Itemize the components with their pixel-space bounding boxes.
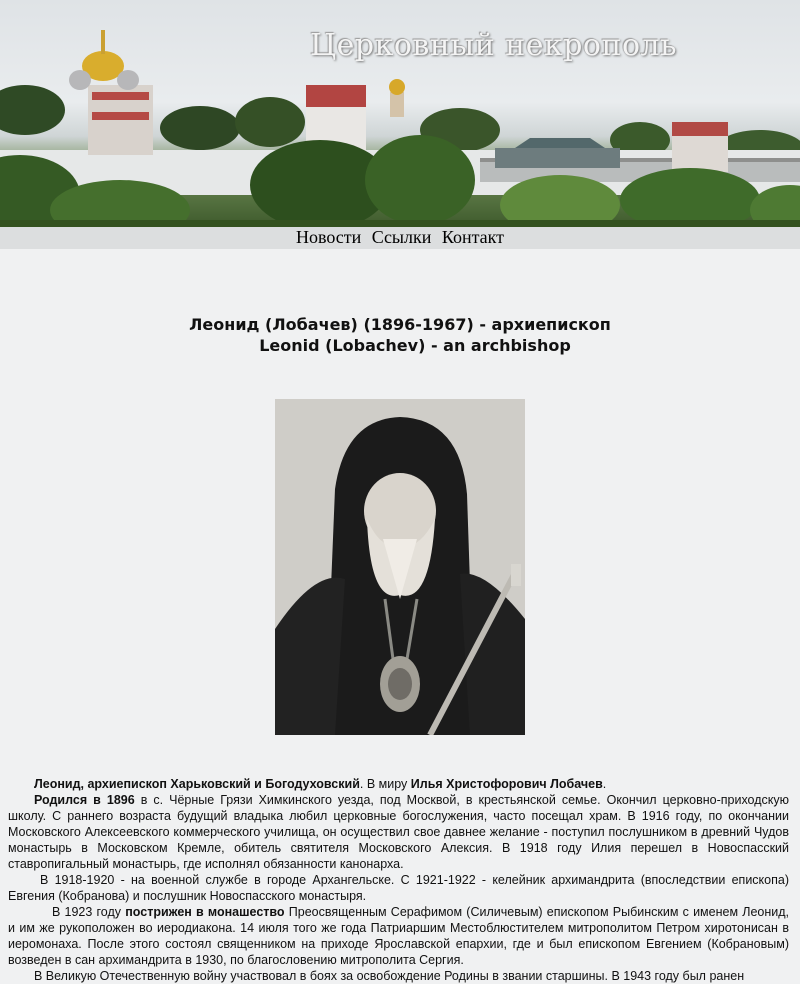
bio-paragraph-intro (8, 776, 789, 792)
bio-paragraph-war: В Великую Отечественную войну участвовал в боях за освобождение Родины в звании старшины. В 1943 году был ранен (34, 969, 745, 983)
bio-paragraph-birth (8, 792, 789, 872)
bio-tonsure-label: пострижен в монашество (125, 905, 285, 919)
bio-birth-label: Родился в 1896 (34, 793, 135, 807)
page-title (0, 314, 800, 356)
bio-paragraph-tonsure (8, 904, 789, 968)
header-banner (0, 0, 800, 227)
main-nav (0, 227, 800, 249)
bio-text: В 1923 году (52, 905, 126, 919)
bio-world-name: Илья Христофорович Лобачев (410, 777, 603, 791)
nav-link-news[interactable]: Новости (295, 227, 362, 247)
portrait-photo (275, 399, 525, 735)
bio-text: в с. Чёрные Грязи Химкинского уезда, под Москвой, в крестьянской семье. Окончил церковно-приходскую школу. С раннего возраста будущий владыка любил церковные богослужения, часто посещал храм. В 1916 году, по окончании Московского Алексеевского коммерческого училища, он осуществил свое давнее желание - поступил послушником в древний Чудов монастырь в Московском Кремле, обитель святителя Московского Алексия. В 1918 году Илия перешел в Новоспасский ставропигальный монастырь, где исполнял обязанности канонарха. (8, 793, 790, 871)
bio-name: Леонид, архиепископ Харьковский и Богодуховский (34, 777, 360, 791)
bio-text: Преосвященным Серафимом (Силичевым) епископом Рыбинским с именем Леонид, и им же рукоположен во иеродиакона. 14 июля того же года Патриаршим Местоблюстителем митрополитом Петром хиротонисан в иеромонаха. После этого состоял священником на приходе Ярославской епархии, где и был епископом Евгением (Кобрановым) возведен в сан архимандрита в 1930, по благословению митрополита Сергия. (8, 905, 790, 967)
site-title: Церковный некрополь (310, 28, 677, 63)
page-title-en: Leonid (Lobachev) - an archbishop (259, 336, 571, 355)
biography (8, 776, 789, 984)
bio-text: . В миру (359, 777, 411, 791)
bio-paragraph-military: В 1918-1920 - на военной службе в городе Архангельске. С 1921-1922 - келейник архимандрита (впоследствии епископа) Евгения (Кобранова) и послушник Новоспасского монастыря. (8, 873, 789, 903)
nav-link-links[interactable]: Ссылки (371, 227, 432, 247)
bio-text: . (602, 777, 607, 791)
page-title-ru: Леонид (Лобачев) (1896-1967) - архиепископ (189, 315, 611, 334)
nav-link-contact[interactable]: Контакт (441, 227, 505, 247)
